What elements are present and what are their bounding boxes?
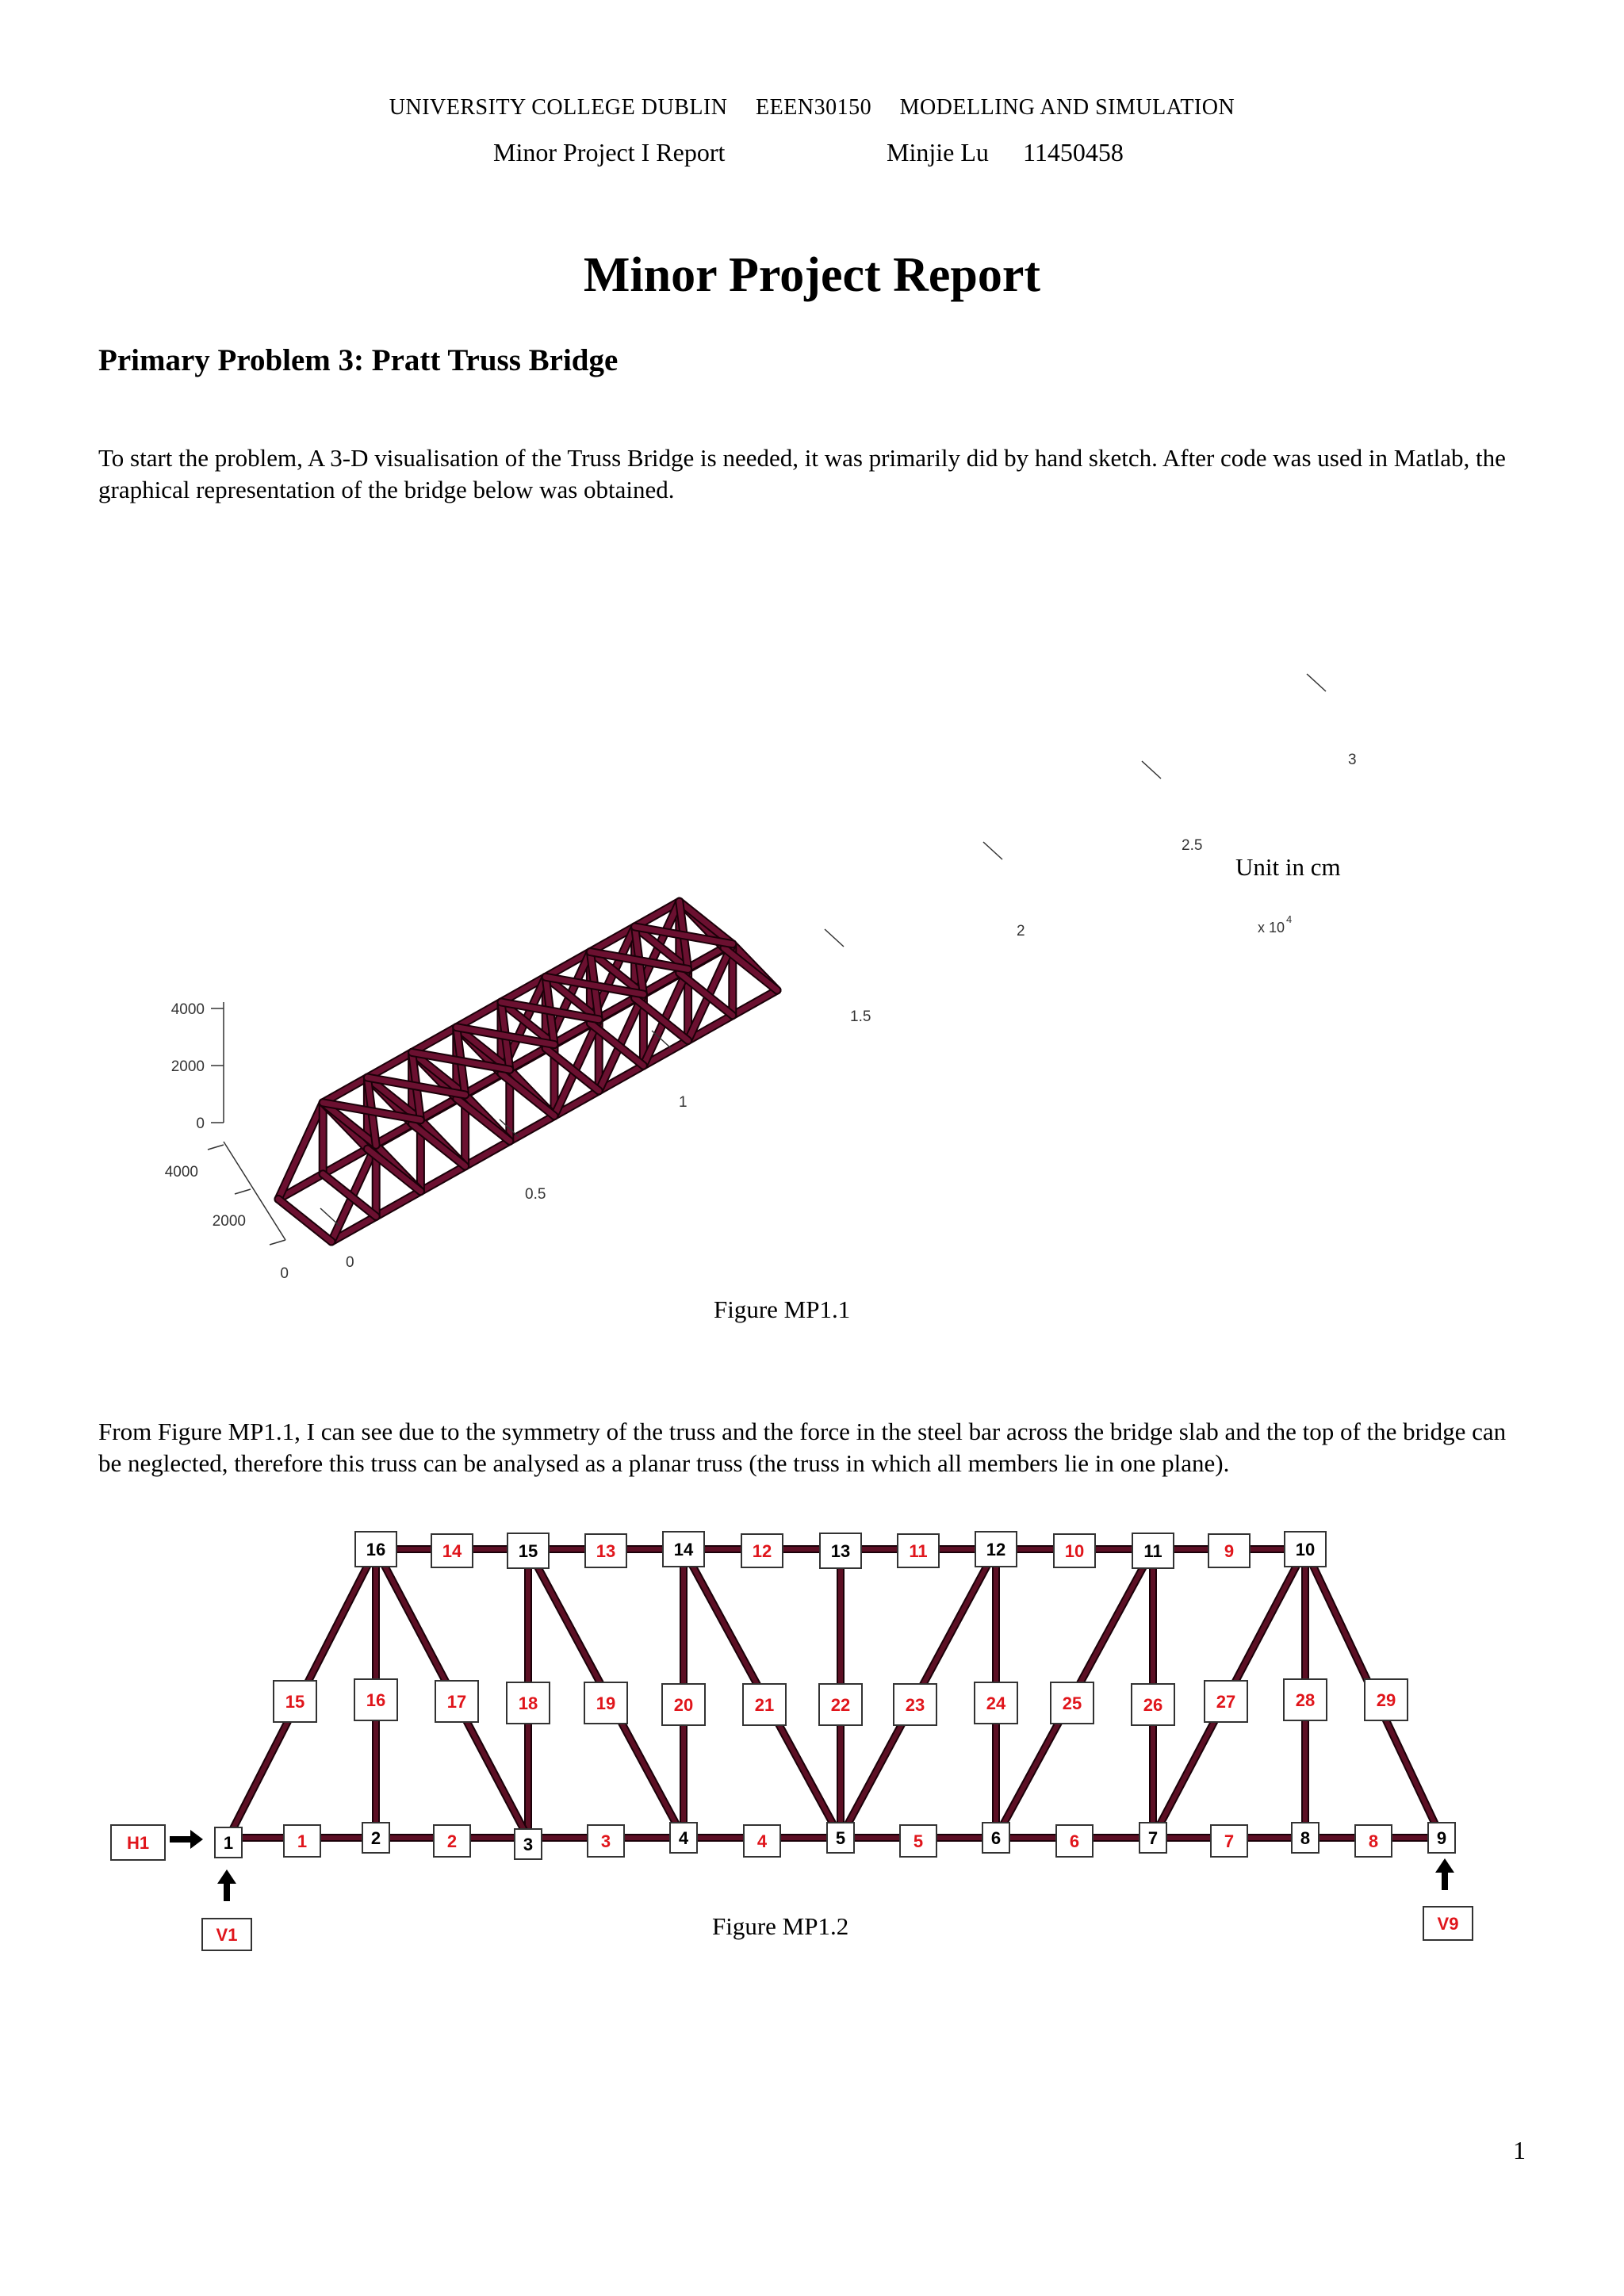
z-axis-tick-label: 2000: [212, 1213, 246, 1230]
x-axis-multiplier: x 10: [1258, 920, 1285, 936]
running-header-line1: [0, 95, 1624, 121]
bottom-node-label: 6: [990, 1827, 1002, 1848]
web-member-label: 25: [1062, 1693, 1082, 1713]
web-member-label: 18: [518, 1693, 538, 1713]
y-axis-tick-label: 4000: [170, 1001, 205, 1018]
web-member-label: 15: [285, 1691, 305, 1712]
web-member-label: 19: [596, 1693, 616, 1713]
reaction-h1-arrow: [170, 1830, 203, 1849]
web-member-label: 28: [1295, 1689, 1316, 1710]
bottom-member-label: 2: [446, 1831, 458, 1851]
truss-3d-figure: [0, 523, 1624, 1300]
x-axis-tick-label: 0.5: [525, 1186, 546, 1203]
z-axis-tick: [235, 1189, 251, 1194]
z-axis-tick: [270, 1240, 285, 1245]
bottom-member-label: 1: [297, 1831, 308, 1851]
figure2-caption: Figure MP1.2: [712, 1912, 849, 1940]
section-title: Primary Problem 3: Pratt Truss Bridge: [98, 343, 619, 377]
intro-paragraph: To start the problem, A 3-D visualisation of the Truss Bridge is needed, it was primarily did by hand sketch. After code was used in Matlab, the graphical representation of the bridge below was obtained.: [98, 444, 1506, 503]
z-axis-tick: [208, 1145, 224, 1150]
bottom-member-label: 3: [600, 1831, 611, 1851]
bottom-node-label: 4: [678, 1827, 689, 1848]
bridge-member: [278, 1200, 331, 1242]
top-member-label: 14: [442, 1540, 462, 1561]
web-member-label: 24: [986, 1693, 1006, 1713]
web-member-label: 21: [754, 1694, 775, 1715]
x-axis-tick-label: 2.5: [1182, 837, 1203, 854]
top-node-label: 15: [518, 1540, 538, 1561]
x-axis-tick-label: 0: [346, 1254, 354, 1271]
top-member-label: 10: [1064, 1540, 1085, 1561]
y-axis-tick-label: 0: [196, 1115, 205, 1132]
web-member-label: 26: [1143, 1694, 1163, 1715]
header-course: EEEN30150: [756, 95, 872, 120]
bottom-member-label: 6: [1069, 1831, 1080, 1851]
unit-note: Unit in cm: [1235, 853, 1341, 881]
x-axis-tick: [1307, 674, 1326, 691]
bottom-node-label: 9: [1436, 1827, 1447, 1848]
web-member-label: 22: [830, 1694, 851, 1715]
y-axis-tick-label: 2000: [170, 1058, 205, 1075]
web-member-label: 20: [673, 1694, 694, 1715]
bottom-member-label: 5: [913, 1831, 924, 1851]
web-member-label: 29: [1376, 1689, 1396, 1710]
top-node-label: 16: [366, 1539, 386, 1559]
top-node-label: 14: [673, 1539, 694, 1559]
header-university: UNIVERSITY COLLEGE DUBLIN: [389, 95, 728, 120]
z-axis-tick-label: 0: [280, 1265, 289, 1282]
bottom-node-label: 1: [223, 1832, 234, 1853]
reaction-v9-label: V9: [1437, 1913, 1459, 1934]
top-member-label: 11: [909, 1540, 928, 1561]
web-member-label: 27: [1216, 1691, 1236, 1712]
planar-paragraph: From Figure MP1.1, I can see due to the symmetry of the truss and the force in the steel bar across the bridge slab and the top of the bridge can be neglected, therefore this truss can be analysed as a planar truss (the truss in which all members lie in one plane).: [98, 1418, 1507, 1477]
z-axis-tick-label: 4000: [164, 1164, 198, 1181]
bottom-node-label: 8: [1300, 1827, 1311, 1848]
page-title: Minor Project Report: [583, 248, 1041, 302]
x-axis-tick-label: 1.5: [850, 1008, 871, 1025]
reaction-v1-arrow: [217, 1869, 236, 1901]
top-member-label: 13: [596, 1540, 616, 1561]
bottom-node-label: 5: [835, 1827, 846, 1848]
x-axis-tick: [825, 929, 844, 947]
top-member-label: 9: [1224, 1540, 1235, 1561]
bottom-member-label: 8: [1368, 1831, 1379, 1851]
top-member-label: 12: [752, 1540, 772, 1561]
figure1-caption: Figure MP1.1: [714, 1295, 851, 1323]
bottom-node-label: 3: [523, 1834, 534, 1854]
x-axis-tick: [983, 842, 1002, 859]
planar-truss-figure: [0, 1506, 1624, 1982]
top-node-label: 12: [986, 1539, 1006, 1559]
top-node-label: 13: [830, 1540, 851, 1561]
header-author: Minjie Lu: [887, 138, 989, 166]
page-number: 1: [1513, 2136, 1526, 2164]
bottom-node-label: 7: [1147, 1827, 1159, 1848]
web-member-label: 23: [905, 1694, 925, 1715]
web-member-label: 16: [366, 1689, 386, 1710]
reaction-h1-label: H1: [126, 1832, 150, 1853]
top-node-label: 11: [1143, 1540, 1162, 1561]
bottom-node-label: 2: [370, 1827, 381, 1848]
header-report: Minor Project I Report: [493, 138, 726, 166]
header-student-id: 11450458: [1023, 138, 1124, 166]
x-axis-tick-label: 1: [679, 1094, 688, 1111]
x-axis-tick: [1142, 761, 1161, 779]
reaction-v1-label: V1: [216, 1924, 238, 1945]
x-axis-tick-label: 2: [1017, 923, 1025, 939]
bottom-member-label: 4: [756, 1831, 768, 1851]
header-module: MODELLING AND SIMULATION: [899, 95, 1235, 120]
bottom-member-label: 7: [1224, 1831, 1235, 1851]
reaction-v9-arrow: [1435, 1858, 1454, 1890]
x-axis-exponent: 4: [1286, 913, 1293, 925]
x-axis-tick: [320, 1208, 339, 1226]
top-node-label: 10: [1295, 1539, 1316, 1559]
x-axis-tick-label: 3: [1348, 752, 1357, 768]
web-member-label: 17: [446, 1691, 467, 1712]
